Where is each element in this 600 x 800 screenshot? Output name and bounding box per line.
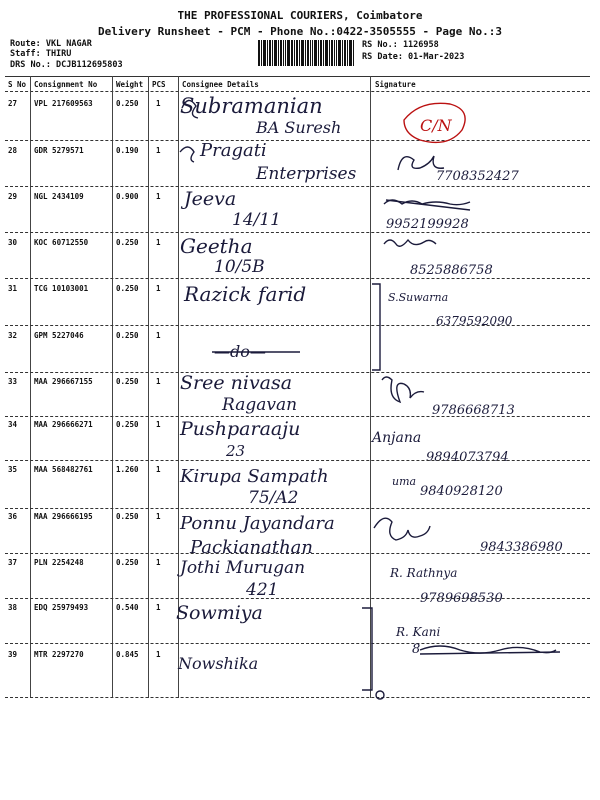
consignee-name: Sree nivasa — [180, 372, 293, 394]
col-sno: S No — [8, 80, 27, 89]
col-weight: Weight — [116, 80, 144, 89]
row-pcs: 1 — [156, 558, 161, 567]
row-weight: 0.845 — [116, 650, 139, 659]
row-sno: 35 — [8, 465, 18, 474]
row-consignment: MTR 2297270 — [34, 650, 84, 659]
consignee-line2: Ragavan — [222, 395, 298, 415]
consignee-name: Geetha — [180, 234, 253, 258]
receiver-phone: 9952199928 — [386, 217, 469, 232]
row-consignment: MAA 568482761 — [34, 465, 93, 474]
runsheet-title: Delivery Runsheet - PCM - Phone No.:0422-3505555 - Page No.:3 — [98, 25, 502, 38]
col-consignee: Consignee Details — [182, 80, 259, 89]
row-weight: 0.250 — [116, 377, 139, 386]
consignee-line2: 10/5B — [214, 257, 265, 277]
receiver-signature: uma — [392, 475, 417, 488]
row-pcs: 1 — [156, 238, 161, 247]
consignee-name: Kirupa Sampath — [180, 466, 329, 487]
staff-label: Staff: THIRU — [10, 49, 72, 59]
row-weight: 0.900 — [116, 192, 139, 201]
row-weight: 0.250 — [116, 99, 139, 108]
receiver-phone: 9894073794 — [426, 450, 509, 465]
consignee-name: Ponnu Jayandara — [180, 513, 335, 534]
route-label: Route: VKL NAGAR — [10, 39, 92, 49]
rs-number: RS No.: 1126958 — [362, 40, 439, 50]
row-sno: 32 — [8, 331, 18, 340]
consignee-name: Jeeva — [184, 188, 237, 210]
rs-date: RS Date: 01-Mar-2023 — [362, 52, 465, 62]
consignee-line2: Packianathan — [190, 537, 313, 558]
row-sno: 29 — [8, 192, 18, 201]
receiver-phone: 9843386980 — [480, 540, 563, 555]
row-sno: 37 — [8, 558, 18, 567]
row-consignment: MAA 296667155 — [34, 377, 93, 386]
row-weight: 0.250 — [116, 331, 139, 340]
receiver-phone: 7708352427 — [436, 169, 519, 184]
row-weight: 0.250 — [116, 558, 139, 567]
row-pcs: 1 — [156, 192, 161, 201]
receiver-signature: Anjana — [372, 430, 422, 446]
consignee-name: —do— — [214, 342, 266, 361]
row-weight: 0.190 — [116, 146, 139, 155]
col-pcs: PCS — [152, 80, 166, 89]
consignee-name: Subramanian — [180, 94, 323, 118]
row-weight: 0.540 — [116, 603, 139, 612]
consignee-line2: 14/11 — [232, 210, 281, 230]
row-weight: 0.250 — [116, 238, 139, 247]
row-consignment: GDR 5279571 — [34, 146, 84, 155]
col-signature: Signature — [375, 80, 416, 89]
consignee-line2: BA Suresh — [256, 118, 342, 137]
drs-number: DRS No.: DCJB112695803 — [10, 60, 123, 70]
consignee-line2: 421 — [246, 580, 279, 600]
row-pcs: 1 — [156, 465, 161, 474]
consignee-name: Sowmiya — [176, 602, 263, 624]
receiver-phone: 8 — [412, 642, 421, 657]
row-pcs: 1 — [156, 284, 161, 293]
receiver-phone: 8525886758 — [410, 263, 493, 278]
consignee-name: Pushparaaju — [180, 418, 301, 440]
receiver-phone: 9786668713 — [432, 403, 515, 418]
row-sno: 30 — [8, 238, 18, 247]
row-weight: 0.250 — [116, 284, 139, 293]
row-pcs: 1 — [156, 146, 161, 155]
receiver-signature: R. Kani — [396, 625, 441, 639]
row-pcs: 1 — [156, 603, 161, 612]
consignee-name: Jothi Murugan — [180, 558, 306, 578]
consignee-line2: 75/A2 — [248, 488, 299, 508]
row-pcs: 1 — [156, 331, 161, 340]
receiver-signature: R. Rathnya — [390, 566, 458, 580]
row-sno: 31 — [8, 284, 18, 293]
row-consignment: VPL 217609563 — [34, 99, 93, 108]
row-consignment: MAA 296666195 — [34, 512, 93, 521]
consignee-line2: 23 — [226, 442, 246, 460]
row-weight: 0.250 — [116, 420, 139, 429]
cn-stamp — [404, 103, 465, 142]
row-consignment: GPM 5227046 — [34, 331, 84, 340]
consignee-name: Razick farid — [184, 282, 307, 306]
row-consignment: MAA 296666271 — [34, 420, 93, 429]
row-pcs: 1 — [156, 99, 161, 108]
consignee-name: Nowshika — [178, 654, 259, 673]
consignee-line2: Enterprises — [256, 164, 357, 184]
consignee-name: Pragati — [200, 140, 267, 161]
row-sno: 39 — [8, 650, 18, 659]
row-pcs: 1 — [156, 377, 161, 386]
row-pcs: 1 — [156, 420, 161, 429]
receiver-phone: 9840928120 — [420, 484, 503, 499]
row-weight: 1.260 — [116, 465, 139, 474]
row-pcs: 1 — [156, 512, 161, 521]
row-pcs: 1 — [156, 650, 161, 659]
row-consignment: EDQ 25979493 — [34, 603, 89, 612]
svg-text:C/N: C/N — [420, 116, 452, 135]
col-consignment: Consignment No — [34, 80, 98, 89]
row-sno: 27 — [8, 99, 18, 108]
row-consignment: TCG 10103001 — [34, 284, 89, 293]
row-consignment: KOC 60712550 — [34, 238, 89, 247]
row-sno: 28 — [8, 146, 18, 155]
row-sno: 34 — [8, 420, 18, 429]
row-sno: 38 — [8, 603, 18, 612]
row-weight: 0.250 — [116, 512, 139, 521]
row-sno: 36 — [8, 512, 18, 521]
receiver-signature: S.Suwarna — [388, 291, 449, 304]
company-title: THE PROFESSIONAL COURIERS, Coimbatore — [177, 9, 423, 22]
row-consignment: NGL 2434109 — [34, 192, 84, 201]
receiver-phone: 9789698530 — [420, 591, 503, 606]
row-consignment: PLN 2254248 — [34, 558, 84, 567]
receiver-phone: 6379592090 — [436, 314, 513, 328]
row-sno: 33 — [8, 377, 18, 386]
